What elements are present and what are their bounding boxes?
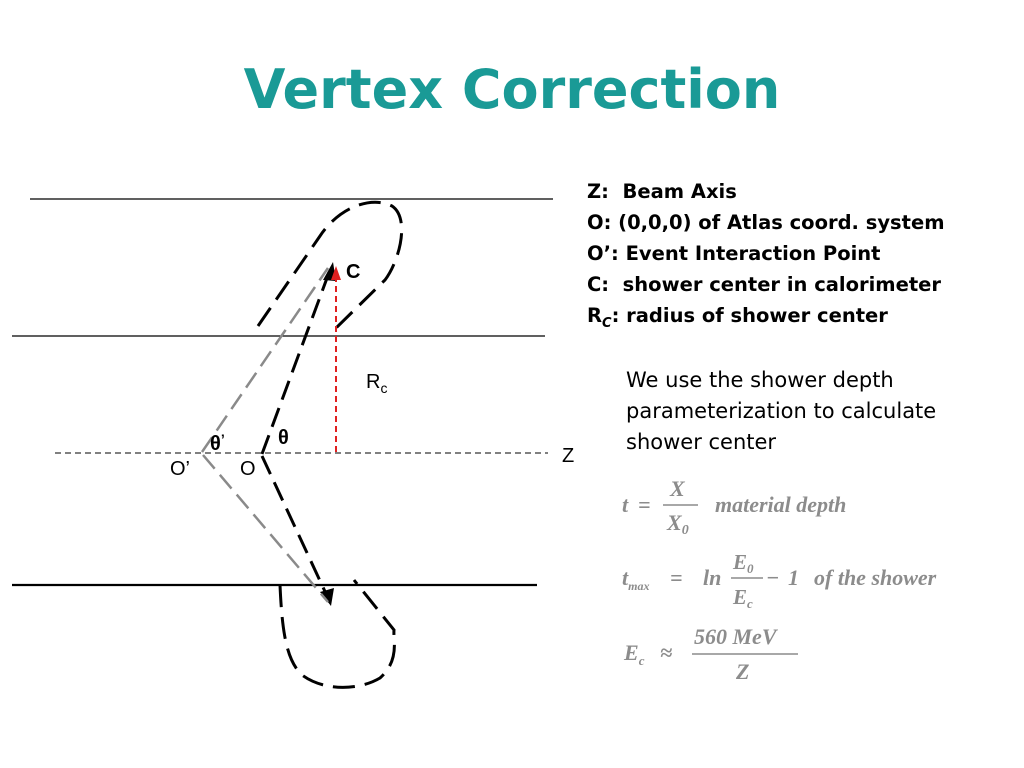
f2-num-main: E	[733, 550, 748, 574]
trajectory-from-o-prime-up	[202, 268, 328, 452]
definition-row	[587, 300, 945, 339]
label-theta: θ	[278, 427, 289, 449]
label-rc	[366, 371, 387, 396]
f3-lhs-main: E	[624, 640, 639, 665]
f1-den-main: X	[667, 510, 682, 535]
formula-tmax	[622, 550, 937, 611]
f1-num: X	[670, 476, 685, 501]
f3-num: 560 MeV	[694, 624, 777, 649]
f1-lhs: t	[622, 492, 629, 517]
label-o: O	[240, 458, 256, 480]
f3-lhs	[623, 640, 645, 668]
f3-den: Z	[736, 659, 750, 684]
label-rc-main: R	[366, 371, 381, 393]
page-title: Vertex Correction	[243, 58, 781, 121]
description-line: We use the shower depth	[626, 368, 894, 392]
definition-text: Beam Axis	[608, 180, 737, 203]
f2-minus: −	[766, 565, 780, 590]
upper-shower-envelope	[258, 202, 402, 328]
f2-den-main: E	[733, 585, 748, 609]
trajectory-from-o-down	[262, 456, 328, 598]
f2-num	[732, 550, 754, 576]
formula-material-depth	[622, 476, 846, 538]
f2-den-sub: c	[747, 596, 753, 611]
label-c: C	[346, 261, 361, 283]
description-text	[626, 365, 1016, 458]
f3-lhs-sub: c	[638, 653, 645, 668]
f2-lhs	[622, 565, 649, 593]
description-line: parameterization to calculate	[626, 399, 937, 423]
f2-tail: of the shower	[814, 565, 937, 590]
definition-row	[587, 269, 945, 300]
definition-text: : radius of shower center	[611, 304, 888, 327]
label-o-prime: O’	[170, 458, 190, 480]
definition-text: shower center in calorimeter	[609, 273, 941, 296]
trajectory-from-o-prime-down	[203, 455, 328, 602]
f2-one: 1	[788, 565, 799, 590]
f2-num-sub: 0	[747, 561, 754, 576]
definition-key: O:	[587, 211, 612, 234]
f1-den-sub: 0	[681, 523, 689, 538]
label-rc-sub: c	[380, 380, 388, 396]
f2-lhs-sub: max	[628, 579, 650, 593]
label-z: Z	[562, 445, 575, 467]
description-line: shower center	[626, 430, 777, 454]
label-theta-prime-main: θ	[210, 433, 221, 455]
definition-key: O’:	[587, 242, 619, 265]
f2-eq: =	[670, 565, 683, 590]
lower-shower-envelope	[280, 580, 394, 687]
trajectory-from-o-up	[262, 270, 330, 454]
definition-key-sub: C	[602, 315, 612, 331]
definition-row	[587, 238, 945, 269]
f1-den	[666, 510, 689, 538]
f2-den	[732, 585, 753, 611]
definition-row	[587, 176, 945, 207]
definition-key: R	[587, 304, 603, 327]
definition-row	[587, 207, 945, 238]
arrowhead-down-black	[320, 588, 334, 606]
definition-text: (0,0,0) of Atlas coord. system	[611, 211, 945, 234]
f1-eq: =	[638, 492, 651, 517]
label-theta-prime	[210, 431, 225, 455]
formula-critical-energy	[623, 624, 798, 684]
definition-text: Event Interaction Point	[618, 242, 881, 265]
f1-tail: material depth	[715, 492, 847, 517]
definition-key: Z:	[587, 180, 609, 203]
f2-lhs-main: t	[622, 565, 629, 590]
f3-approx: ≈	[660, 640, 673, 665]
label-theta-prime-mark: ’	[220, 431, 225, 447]
f2-ln: ln	[703, 565, 722, 590]
definition-key: C:	[587, 273, 610, 296]
definitions-list	[587, 176, 945, 339]
